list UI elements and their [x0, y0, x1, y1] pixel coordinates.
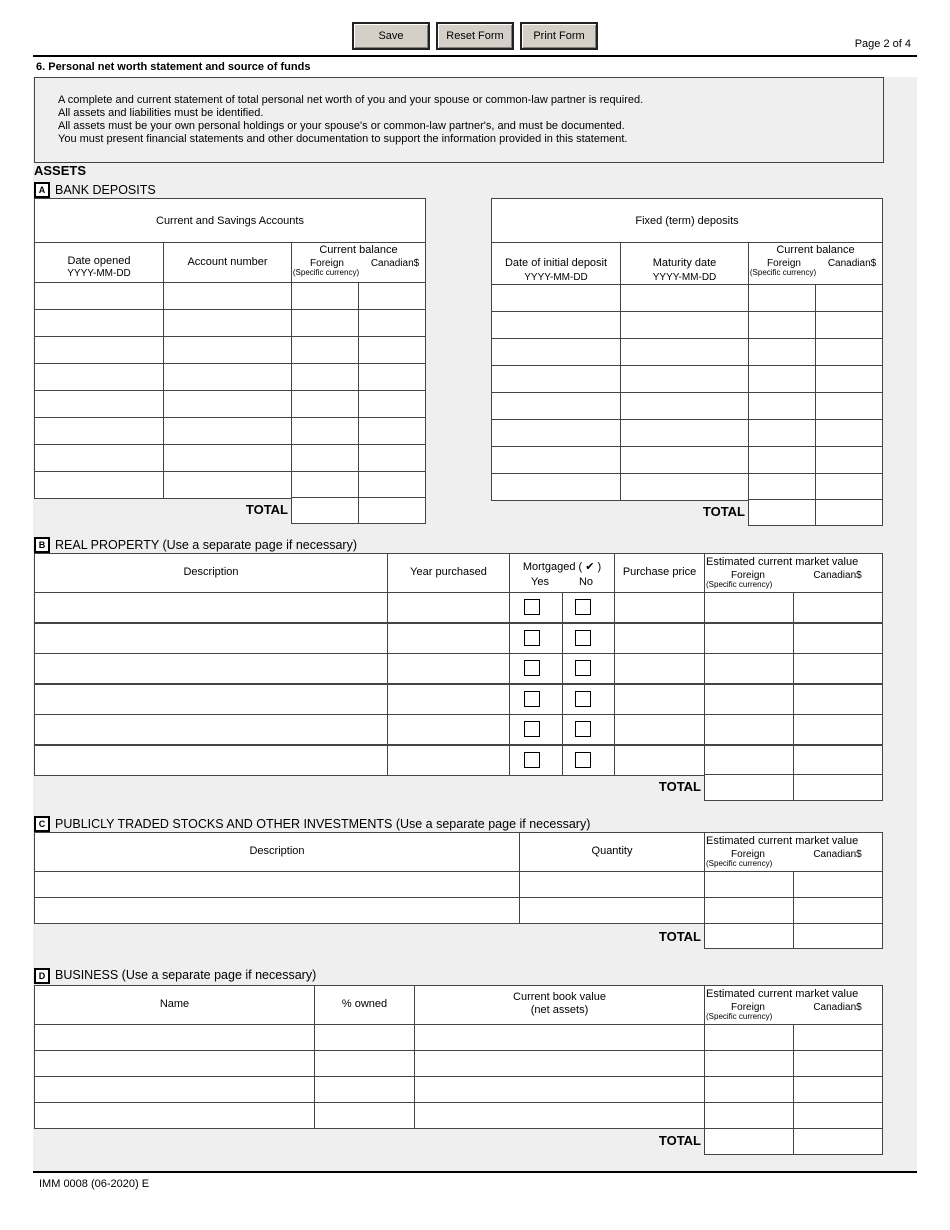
savings-row-cell[interactable]	[163, 444, 292, 472]
business-row-cell[interactable]	[34, 1102, 315, 1129]
fixed-row-cell[interactable]	[815, 311, 883, 339]
business-row-cell[interactable]	[314, 1050, 415, 1077]
savings-row-cell[interactable]	[163, 282, 292, 310]
savings-total-canadian[interactable]	[358, 497, 426, 524]
investment-row-cell[interactable]	[519, 897, 705, 924]
name-header: Name	[159, 998, 190, 1010]
no-header: No	[578, 576, 594, 588]
investment-row-cell[interactable]	[34, 897, 520, 924]
savings-row-cell[interactable]	[358, 417, 426, 445]
savings-row-cell[interactable]	[291, 336, 359, 364]
property-row-cell[interactable]	[793, 653, 883, 684]
canadian-header: Canadian$	[813, 849, 862, 860]
savings-row-cell[interactable]	[34, 471, 164, 499]
property-total-foreign[interactable]	[704, 774, 794, 801]
fixed-table-header: Fixed (term) deposits	[635, 215, 739, 227]
footer-rule	[33, 1171, 917, 1173]
business-row-cell[interactable]	[704, 1024, 794, 1051]
property-row-cell[interactable]	[387, 592, 510, 623]
foreign-header: Foreign	[731, 849, 765, 860]
mortgaged-header: Mortgaged ( ✔ )	[522, 561, 602, 573]
reset-form-button[interactable]: Reset Form	[436, 22, 514, 50]
business-row-cell[interactable]	[314, 1102, 415, 1129]
canadian-header: Canadian$	[370, 258, 420, 269]
investment-row-cell[interactable]	[519, 871, 705, 898]
fixed-total-canadian[interactable]	[815, 499, 883, 526]
book-value-subheader: (net assets)	[530, 1004, 589, 1016]
business-row-cell[interactable]	[414, 1050, 705, 1077]
savings-row-cell[interactable]	[163, 417, 292, 445]
date-opened-header: Date opened	[67, 255, 131, 267]
fixed-row-cell[interactable]	[815, 446, 883, 474]
property-row-cell[interactable]	[34, 592, 388, 623]
savings-row-cell[interactable]	[34, 417, 164, 445]
property-row-cell[interactable]	[387, 714, 510, 745]
section-b-letter: B	[34, 537, 50, 553]
business-row-cell[interactable]	[793, 1024, 883, 1051]
fixed-row-cell[interactable]	[815, 365, 883, 393]
business-row-cell[interactable]	[314, 1024, 415, 1051]
section-b-title: REAL PROPERTY (Use a separate page if necessary)	[55, 538, 357, 552]
savings-row-cell[interactable]	[358, 471, 426, 499]
notice-line: You must present financial statements and other documentation to support the information provided in this statement.	[58, 133, 628, 145]
notice-box	[34, 77, 884, 163]
fixed-row-cell[interactable]	[620, 284, 749, 312]
foreign-header: Foreign	[767, 258, 801, 269]
fixed-row-cell[interactable]	[748, 284, 816, 312]
savings-row-cell[interactable]	[291, 417, 359, 445]
fixed-total-foreign[interactable]	[748, 499, 816, 526]
property-row-cell[interactable]	[793, 684, 883, 715]
fixed-row-cell[interactable]	[815, 392, 883, 420]
fixed-row-cell[interactable]	[748, 473, 816, 501]
savings-row-cell[interactable]	[34, 336, 164, 364]
mortgaged-yes-checkbox[interactable]	[524, 721, 540, 737]
percent-owned-header: % owned	[341, 998, 388, 1010]
savings-row-cell[interactable]	[291, 309, 359, 337]
initial-deposit-header: Date of initial deposit	[504, 257, 608, 269]
property-row-cell[interactable]	[704, 714, 794, 745]
property-row-cell[interactable]	[614, 653, 705, 684]
property-row-cell[interactable]	[387, 623, 510, 654]
fixed-row-cell[interactable]	[748, 311, 816, 339]
save-button[interactable]: Save	[352, 22, 430, 50]
notice-line: A complete and current statement of total personal net worth of you and your spouse or common-law partner is required.	[58, 94, 644, 106]
investment-row-cell[interactable]	[793, 897, 883, 924]
mortgaged-yes-checkbox[interactable]	[524, 599, 540, 615]
property-row-cell[interactable]	[614, 592, 705, 623]
business-total-label: TOTAL	[658, 1133, 701, 1148]
description-header: Description	[249, 845, 305, 857]
mortgaged-no-checkbox[interactable]	[575, 660, 591, 676]
property-row-cell[interactable]	[793, 714, 883, 745]
fixed-row-cell[interactable]	[491, 365, 621, 393]
savings-row-cell[interactable]	[358, 309, 426, 337]
section-title: 6. Personal net worth statement and source of funds	[36, 61, 920, 77]
investment-row-cell[interactable]	[704, 897, 794, 924]
mortgaged-yes-checkbox[interactable]	[524, 660, 540, 676]
estimated-value-header: Estimated current market value	[706, 835, 859, 847]
mortgaged-no-checkbox[interactable]	[575, 630, 591, 646]
notice-line: All assets and liabilities must be identified.	[58, 107, 264, 119]
notice-line: All assets must be your own personal holdings or your spouse's or common-law partner's, and must be documented.	[58, 120, 625, 132]
property-row-cell[interactable]	[704, 623, 794, 654]
property-row-cell[interactable]	[387, 653, 510, 684]
specific-currency-hint: (Specific currency)	[292, 268, 360, 277]
business-row-cell[interactable]	[414, 1024, 705, 1051]
section-c-letter: C	[34, 816, 50, 832]
business-row-cell[interactable]	[34, 1076, 315, 1103]
property-row-cell[interactable]	[793, 623, 883, 654]
fixed-row-cell[interactable]	[748, 392, 816, 420]
property-row-cell[interactable]	[34, 745, 388, 776]
fixed-row-cell[interactable]	[748, 446, 816, 474]
fixed-row-cell[interactable]	[620, 338, 749, 366]
fixed-row-cell[interactable]	[748, 338, 816, 366]
savings-row-cell[interactable]	[358, 390, 426, 418]
savings-row-cell[interactable]	[358, 336, 426, 364]
business-row-cell[interactable]	[414, 1102, 705, 1129]
specific-currency-hint: (Specific currency)	[706, 1012, 773, 1021]
savings-row-cell[interactable]	[34, 390, 164, 418]
fixed-row-cell[interactable]	[491, 473, 621, 501]
print-form-button[interactable]: Print Form	[520, 22, 598, 50]
fixed-row-cell[interactable]	[620, 392, 749, 420]
property-row-cell[interactable]	[34, 653, 388, 684]
assets-heading: ASSETS	[34, 163, 87, 178]
fixed-row-cell[interactable]	[620, 311, 749, 339]
property-row-cell[interactable]	[34, 623, 388, 654]
savings-total-foreign[interactable]	[291, 497, 359, 524]
specific-currency-hint: (Specific currency)	[749, 268, 817, 277]
date-format-hint: YYYY-MM-DD	[524, 272, 588, 283]
fixed-row-cell[interactable]	[491, 392, 621, 420]
business-row-cell[interactable]	[704, 1102, 794, 1129]
savings-row-cell[interactable]	[163, 336, 292, 364]
property-row-cell[interactable]	[793, 592, 883, 623]
specific-currency-hint: (Specific currency)	[706, 859, 773, 868]
investments-total-foreign[interactable]	[704, 923, 794, 949]
mortgaged-yes-checkbox[interactable]	[524, 691, 540, 707]
savings-row-cell[interactable]	[291, 390, 359, 418]
savings-row-cell[interactable]	[358, 282, 426, 310]
mortgaged-no-checkbox[interactable]	[575, 721, 591, 737]
fixed-total-label: TOTAL	[702, 504, 745, 519]
foreign-header: Foreign	[731, 570, 765, 581]
section-c-title: PUBLICLY TRADED STOCKS AND OTHER INVESTMENTS (Use a separate page if necessary)	[55, 817, 591, 831]
fixed-row-cell[interactable]	[620, 419, 749, 447]
property-row-cell[interactable]	[793, 745, 883, 776]
savings-table-header: Current and Savings Accounts	[156, 215, 304, 227]
fixed-row-cell[interactable]	[491, 284, 621, 312]
savings-total-label: TOTAL	[245, 502, 288, 517]
business-total-canadian[interactable]	[793, 1128, 883, 1155]
purchase-price-header: Purchase price	[622, 566, 697, 578]
property-row-cell[interactable]	[34, 684, 388, 715]
date-format-hint: YYYY-MM-DD	[652, 272, 717, 283]
savings-row-cell[interactable]	[358, 444, 426, 472]
savings-row-cell[interactable]	[291, 282, 359, 310]
estimated-value-header: Estimated current market value	[706, 988, 859, 1000]
mortgaged-yes-checkbox[interactable]	[524, 630, 540, 646]
current-balance-header: Current balance	[319, 244, 398, 256]
canadian-header: Canadian$	[813, 1002, 862, 1013]
property-row-cell[interactable]	[387, 745, 510, 776]
header-rule	[33, 55, 917, 57]
property-row-cell[interactable]	[614, 714, 705, 745]
savings-row-cell[interactable]	[163, 390, 292, 418]
business-row-cell[interactable]	[793, 1102, 883, 1129]
fixed-row-cell[interactable]	[620, 365, 749, 393]
section-a-title: BANK DEPOSITS	[55, 183, 156, 197]
fixed-row-cell[interactable]	[815, 473, 883, 501]
canadian-header: Canadian$	[827, 258, 877, 269]
savings-row-cell[interactable]	[34, 363, 164, 391]
fixed-row-cell[interactable]	[815, 284, 883, 312]
book-value-header: Current book value	[513, 991, 606, 1003]
property-row-cell[interactable]	[614, 623, 705, 654]
form-code: IMM 0008 (06-2020) E	[39, 1178, 150, 1190]
business-row-cell[interactable]	[704, 1050, 794, 1077]
business-total-foreign[interactable]	[704, 1128, 794, 1155]
fixed-row-cell[interactable]	[748, 419, 816, 447]
fixed-row-cell[interactable]	[491, 311, 621, 339]
date-format-hint: YYYY-MM-DD	[67, 268, 131, 279]
investments-total-canadian[interactable]	[793, 923, 883, 949]
investment-row-cell[interactable]	[793, 871, 883, 898]
section-d-title: BUSINESS (Use a separate page if necessary)	[55, 968, 317, 982]
fixed-row-cell[interactable]	[491, 419, 621, 447]
savings-row-cell[interactable]	[291, 471, 359, 499]
page-number: Page 2 of 4	[854, 38, 911, 50]
property-row-cell[interactable]	[704, 653, 794, 684]
fixed-row-cell[interactable]	[748, 365, 816, 393]
property-row-cell[interactable]	[614, 684, 705, 715]
property-row-cell[interactable]	[704, 592, 794, 623]
savings-row-cell[interactable]	[163, 363, 292, 391]
foreign-header: Foreign	[731, 1002, 765, 1013]
business-row-cell[interactable]	[34, 1024, 315, 1051]
business-row-cell[interactable]	[34, 1050, 315, 1077]
mortgaged-no-checkbox[interactable]	[575, 752, 591, 768]
savings-row-cell[interactable]	[34, 444, 164, 472]
fixed-row-cell[interactable]	[620, 446, 749, 474]
fixed-row-cell[interactable]	[815, 419, 883, 447]
savings-row-cell[interactable]	[34, 282, 164, 310]
fixed-row-cell[interactable]	[491, 338, 621, 366]
mortgaged-no-checkbox[interactable]	[575, 599, 591, 615]
canadian-header: Canadian$	[813, 570, 862, 581]
section-d-letter: D	[34, 968, 50, 984]
investments-total-label: TOTAL	[658, 929, 701, 944]
description-header: Description	[183, 566, 239, 578]
business-row-cell[interactable]	[314, 1076, 415, 1103]
account-number-header: Account number	[187, 256, 268, 268]
yes-header: Yes	[531, 576, 549, 588]
savings-row-cell[interactable]	[358, 363, 426, 391]
maturity-date-header: Maturity date	[652, 257, 717, 269]
investment-row-cell[interactable]	[704, 871, 794, 898]
estimated-value-header: Estimated current market value	[706, 556, 859, 568]
property-row-cell[interactable]	[704, 684, 794, 715]
business-row-cell[interactable]	[793, 1076, 883, 1103]
year-purchased-header: Year purchased	[410, 566, 487, 578]
property-row-cell[interactable]	[387, 684, 510, 715]
property-row-cell[interactable]	[704, 745, 794, 776]
fixed-row-cell[interactable]	[815, 338, 883, 366]
specific-currency-hint: (Specific currency)	[706, 580, 773, 589]
mortgaged-yes-checkbox[interactable]	[524, 752, 540, 768]
savings-row-cell[interactable]	[291, 363, 359, 391]
property-total-canadian[interactable]	[793, 774, 883, 801]
investment-row-cell[interactable]	[34, 871, 520, 898]
current-balance-header: Current balance	[776, 244, 855, 256]
fixed-row-cell[interactable]	[491, 446, 621, 474]
quantity-header: Quantity	[591, 845, 633, 857]
property-row-cell[interactable]	[34, 714, 388, 745]
business-row-cell[interactable]	[414, 1076, 705, 1103]
property-total-label: TOTAL	[658, 779, 701, 794]
savings-row-cell[interactable]	[163, 309, 292, 337]
business-row-cell[interactable]	[793, 1050, 883, 1077]
savings-row-cell[interactable]	[291, 444, 359, 472]
fixed-row-cell[interactable]	[620, 473, 749, 501]
foreign-header: Foreign	[310, 258, 344, 269]
section-a-letter: A	[34, 182, 50, 198]
mortgaged-no-checkbox[interactable]	[575, 691, 591, 707]
property-row-cell[interactable]	[614, 745, 705, 776]
business-row-cell[interactable]	[704, 1076, 794, 1103]
savings-row-cell[interactable]	[34, 309, 164, 337]
savings-row-cell[interactable]	[163, 471, 292, 499]
